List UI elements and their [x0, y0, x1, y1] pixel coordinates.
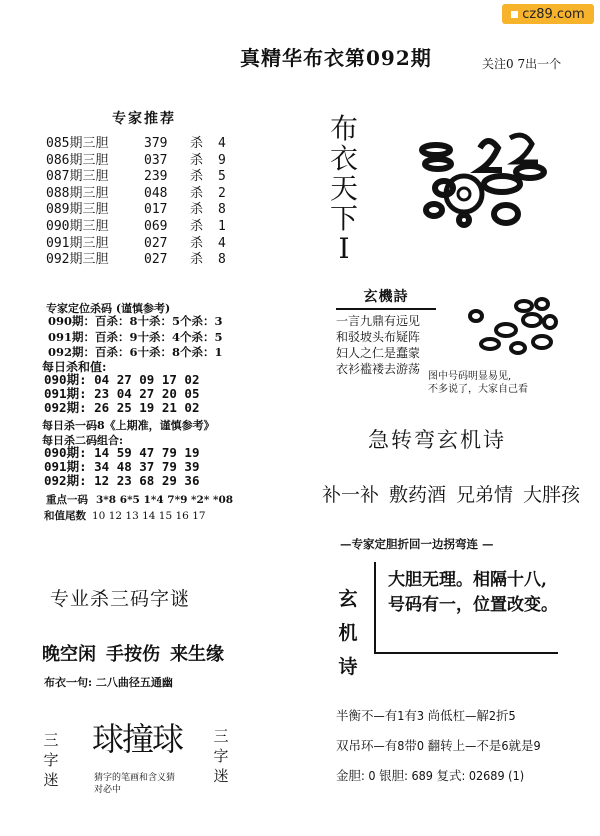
daily-sum-row: 091期: 23 04 27 20 05 [44, 386, 200, 401]
mystery-text: 大胆无理。相隔十八, 号码有一，位置改变。 [388, 570, 558, 615]
position-kill-row: 090期：百杀：8十杀：5个杀：3 [48, 314, 223, 328]
riddle-phrase: 手按伤 [106, 644, 160, 665]
position-kill-row: 092期：百杀：6十杀：8个杀：1 [48, 345, 223, 359]
four-phrases [322, 480, 590, 507]
kill-two-heading: 每日杀二码组合: [42, 434, 124, 447]
phrase-item: 敷药酒 [389, 484, 447, 506]
sum-tail-values: 10 12 13 14 15 16 17 [92, 510, 206, 522]
daily-sum-row: 090期: 04 27 09 17 02 [44, 372, 200, 387]
expert-row: 089期三胆 017 杀 8 [46, 202, 226, 218]
poem-line: 妇人之仁是蠢蒙 [336, 346, 421, 360]
image-hint: 图中号码明显易见, 不多说了，大家自己看 [428, 371, 528, 395]
poem-line: 和驳坡头布疑阵 [336, 330, 421, 344]
expert-row: 088期三胆 048 杀 2 [46, 185, 226, 201]
mystery-vertical-label: 玄 机 诗 [338, 588, 358, 678]
watermark-text: cz89.com [522, 6, 585, 22]
poem-title: 玄機詩 [363, 289, 409, 305]
position-kill-heading: 专家定位杀码 (谨慎参考) [46, 302, 171, 315]
guess-note: 猜字的笔画和含义猜 对必中 [94, 773, 176, 795]
urgent-title: 急转弯玄机诗 [368, 428, 506, 452]
poem-line: 衣衫褴褛去游荡 [336, 362, 421, 376]
verse-line: 双吊环—有8带0 翻转上—不是6就是9 [336, 738, 541, 753]
kill-two-row: 092期: 12 23 68 29 36 [44, 473, 200, 488]
fold-title: —专家定胆折回一边拐弯连 — [340, 537, 494, 551]
poem-divider [336, 308, 436, 310]
follow-note: 关注0 7出一个 [482, 57, 562, 71]
watermark-square-icon [511, 11, 518, 18]
position-kill-list [48, 314, 223, 361]
sum-tail-label: 和值尾数 [44, 510, 86, 522]
phrase-item: 补一补 [322, 484, 380, 506]
verse-line: 金胆: 0 银胆: 689 复式: 02689 (1) [336, 768, 525, 783]
poem-line: 一言九鼎有远见 [336, 314, 421, 328]
expert-row: 090期三胆 069 杀 1 [46, 218, 226, 234]
sum-tail-line [44, 508, 206, 523]
kill-three-title: 专业杀三码字谜 [50, 588, 191, 610]
mystery-poem-box [336, 286, 436, 377]
focus-code-label: 重点一码 [46, 494, 88, 506]
focus-code-values: 3*8 6*5 1*4 7*9 *2* *08 [96, 494, 234, 506]
phrase-item: 兄弟情 [456, 484, 514, 506]
page-title: 真精华布衣第092期 [240, 46, 432, 70]
kill-one-code: 每日杀一码8《上期准，谨慎参考》 [42, 419, 215, 432]
three-riddle-left: 三 字 迷 [43, 731, 59, 789]
riddle-phrase: 来生缘 [170, 644, 224, 665]
riddle-clue: 布衣一句: 二八曲径五通幽 [44, 676, 173, 689]
three-riddle-right: 三 字 迷 [213, 727, 229, 785]
riddle-phrases [42, 640, 234, 666]
expert-row: 092期三胆 027 杀 8 [46, 252, 226, 268]
daily-sum-row: 092期: 26 25 19 21 02 [44, 400, 200, 415]
expert-row: 087期三胆 239 杀 5 [46, 169, 226, 185]
ball-riddle-text: 球撞球 [92, 720, 183, 758]
site-watermark [502, 4, 594, 24]
expert-heading: 专家推荐 [112, 111, 176, 127]
riddle-phrase: 晚空闲 [42, 644, 96, 665]
digit-puzzle-image-2 [462, 294, 562, 360]
expert-row: 091期三胆 027 杀 4 [46, 235, 226, 251]
expert-list [46, 136, 226, 269]
daily-sum-list [44, 373, 200, 415]
focus-code-line [46, 492, 233, 507]
kill-two-row: 090期: 14 59 47 79 19 [44, 445, 200, 460]
digit-puzzle-image [410, 126, 570, 236]
kill-two-list [44, 446, 200, 488]
position-kill-row: 091期：百杀：9十杀：4个杀：5 [48, 329, 223, 344]
vertical-title: 布 衣 天 下 I [329, 112, 358, 265]
expert-row: 086期三胆 037 杀 9 [46, 152, 226, 168]
kill-two-row: 091期: 34 48 37 79 39 [44, 459, 200, 474]
phrase-item: 大胖孩 [523, 484, 581, 506]
expert-row: 085期三胆 379 杀 4 [46, 136, 226, 151]
verse-line: 半衡不—有1有3 尚低杠—解2折5 [336, 708, 516, 723]
daily-sum-heading: 每日杀和值: [42, 360, 107, 374]
